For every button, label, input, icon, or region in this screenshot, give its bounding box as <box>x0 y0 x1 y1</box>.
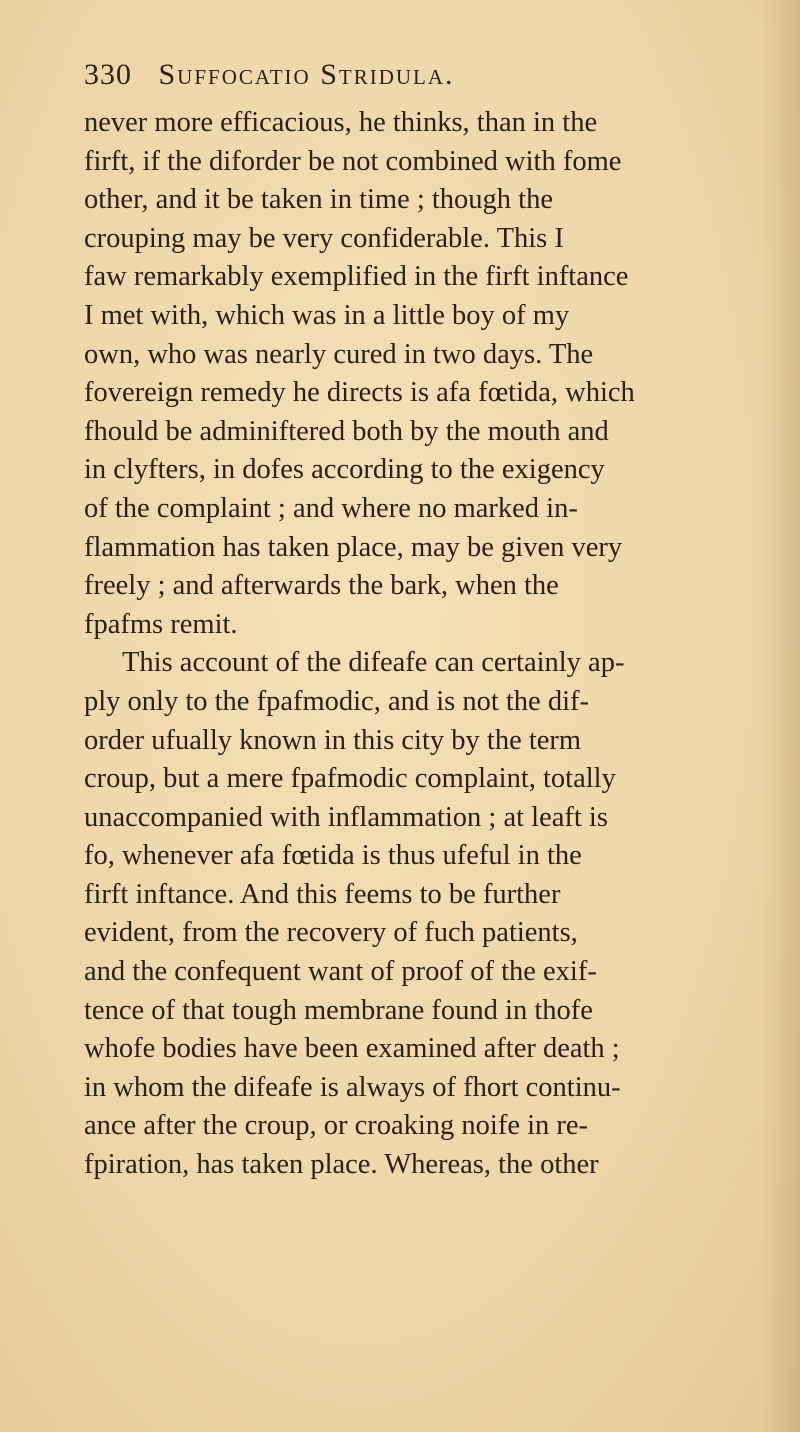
running-title: Suffocatio Stridula. <box>158 58 455 91</box>
text-line: tence of that tough membrane found in thofe <box>84 994 593 1026</box>
text-line: in clyfters, in dofes according to the exigency <box>84 454 605 486</box>
text-line: firft, if the diforder be not combined with fome <box>84 145 622 177</box>
text-line: I met with, which was in a little boy of my <box>84 299 570 331</box>
body-text <box>84 104 784 1185</box>
text-line: ance after the croup, or croaking noife in re- <box>84 1110 589 1142</box>
running-head <box>84 58 784 102</box>
paragraph-start-line: This account of the difeafe can certainly ap- <box>122 647 625 679</box>
text-line: other, and it be taken in time ; though the <box>84 184 553 216</box>
text-line: croup, but a mere fpafmodic complaint, totally <box>84 763 616 795</box>
text-line: unaccompanied with inflammation ; at leaft is <box>84 801 608 833</box>
text-line: whofe bodies have been examined after death ; <box>84 1033 620 1065</box>
text-line: in whom the difeafe is always of fhort continu- <box>84 1071 621 1103</box>
text-line: fpafms remit. <box>84 608 238 640</box>
text-line: never more efficacious, he thinks, than in the <box>84 107 598 138</box>
text-line: order ufually known in this city by the term <box>84 724 582 756</box>
text-line: freely ; and afterwards the bark, when the <box>84 570 559 602</box>
text-line: flammation has taken place, may be given very <box>84 531 623 563</box>
text-line: own, who was nearly cured in two days. The <box>84 338 594 370</box>
text-line: of the complaint ; and where no marked in- <box>84 492 578 524</box>
text-line: fpiration, has taken place. Whereas, the other <box>84 1149 599 1181</box>
text-line: ply only to the fpafmodic, and is not the dif- <box>84 685 589 717</box>
text-line: evident, from the recovery of fuch patients, <box>84 917 578 949</box>
text-line: fovereign remedy he directs is afa fœtida, which <box>84 377 635 409</box>
text-line: firft inftance. And this feems to be further <box>84 878 561 910</box>
text-line: and the confequent want of proof of the exif- <box>84 956 597 988</box>
page-number: 330 <box>84 58 132 91</box>
text-line: fhould be adminiftered both by the mouth and <box>84 415 609 447</box>
text-line: fo, whenever afa fœtida is thus ufeful in the <box>84 840 582 872</box>
text-line: crouping may be very confiderable. This I <box>84 222 564 254</box>
text-line: faw remarkably exemplified in the firft inftance <box>84 261 629 293</box>
